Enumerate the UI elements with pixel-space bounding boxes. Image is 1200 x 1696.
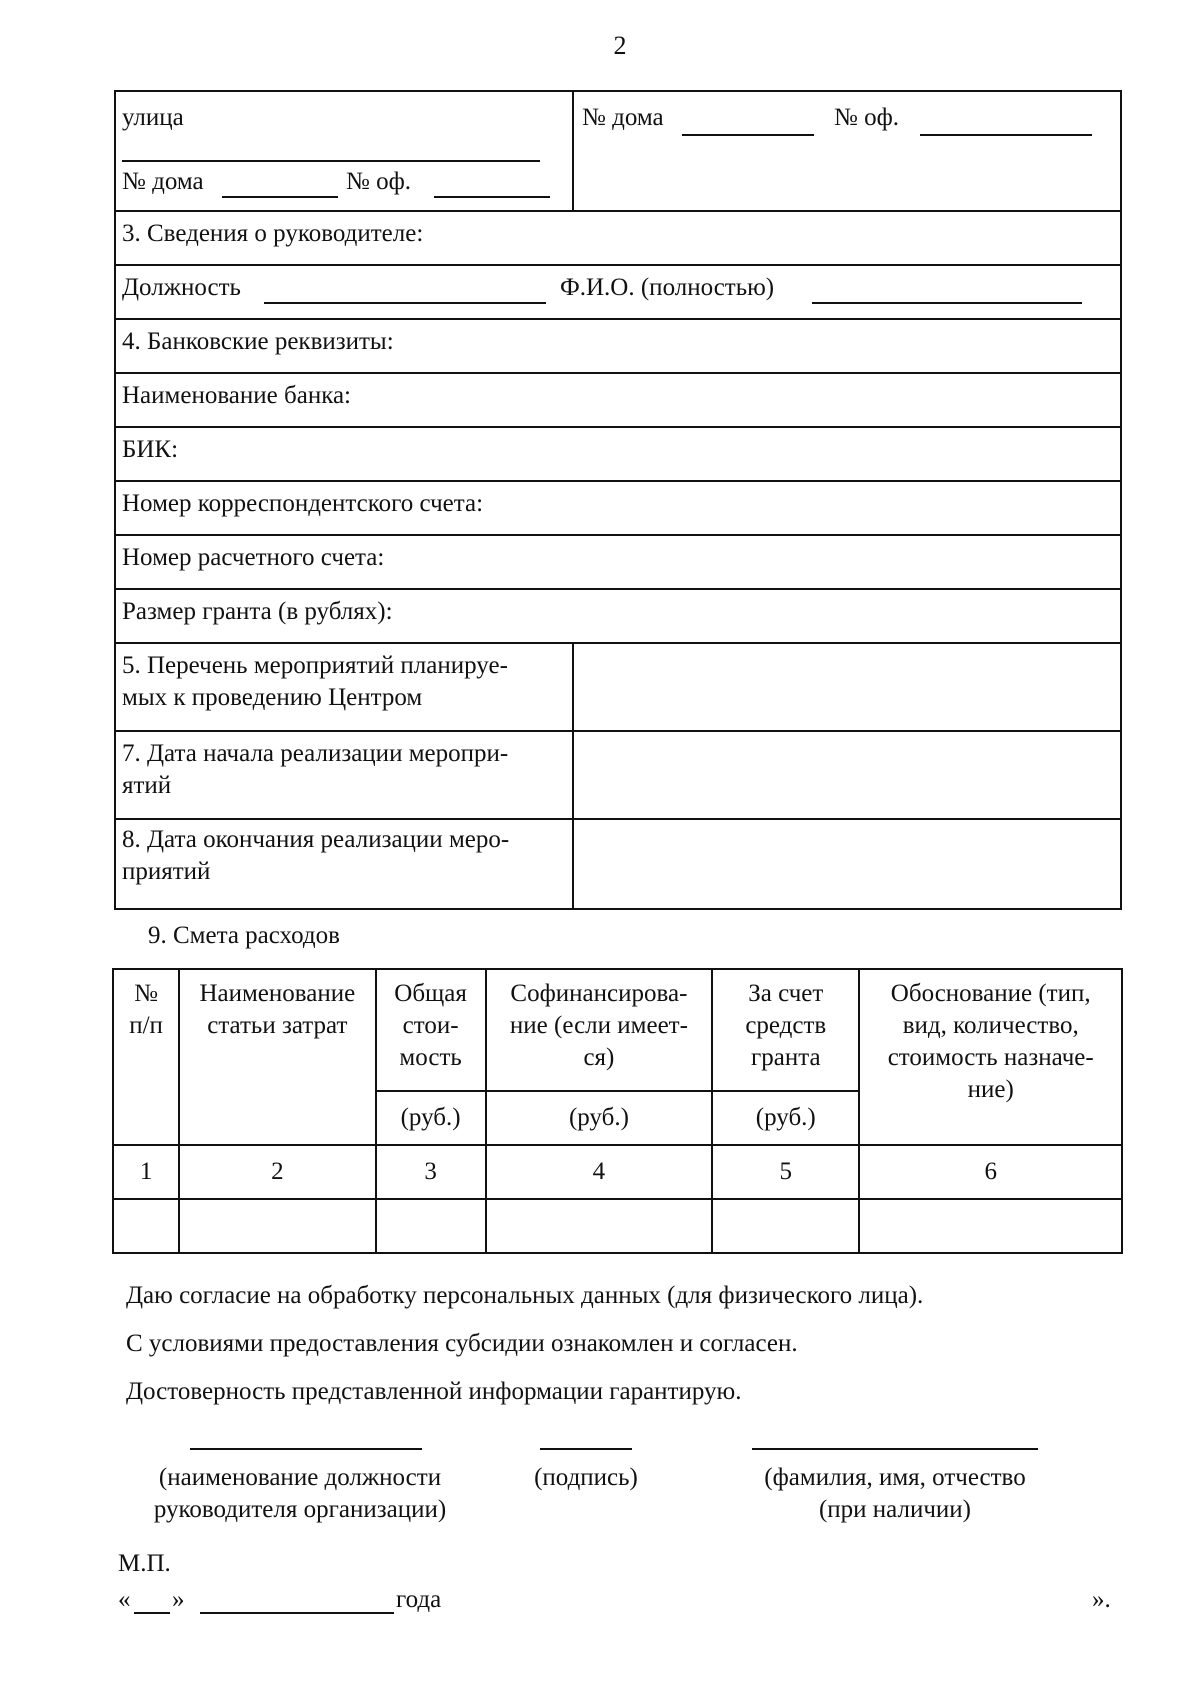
events-list-line2: мых к проведению Центром xyxy=(122,684,423,711)
row-divider xyxy=(116,480,1120,482)
events-list-line1: 5. Перечень мероприятий планируе- xyxy=(122,652,508,679)
row-divider xyxy=(116,372,1120,374)
position-signature-line[interactable] xyxy=(190,1448,422,1450)
address-divider xyxy=(572,92,574,210)
empty-cell[interactable] xyxy=(712,1199,859,1253)
position-label: Должность xyxy=(122,274,241,301)
column-number: 6 xyxy=(859,1145,1122,1199)
fio-label: Ф.И.О. (полностью) xyxy=(560,274,775,301)
events-divider xyxy=(572,642,574,910)
column-number: 2 xyxy=(179,1145,375,1199)
row-divider xyxy=(116,210,1120,212)
day-field[interactable] xyxy=(134,1612,170,1614)
column-number: 3 xyxy=(376,1145,486,1199)
street-label: улица xyxy=(122,104,184,131)
name-caption: (фамилия, имя, отчество (при наличии) xyxy=(764,1464,1026,1523)
name-signature-line[interactable] xyxy=(752,1448,1038,1450)
house-field-left[interactable] xyxy=(222,196,338,198)
row-divider xyxy=(116,818,1120,820)
row-divider xyxy=(116,730,1120,732)
grant-size-label: Размер гранта (в рублях): xyxy=(122,598,393,625)
row-divider xyxy=(116,642,1120,644)
signature-line[interactable] xyxy=(540,1448,632,1450)
reliability-statement: Достоверность представленной информации гарантирую. xyxy=(126,1378,742,1405)
row-divider xyxy=(116,426,1120,428)
month-field[interactable] xyxy=(200,1612,394,1614)
stamp-place: М.П. xyxy=(118,1550,171,1577)
year-word: года xyxy=(396,1586,442,1613)
date-quote-close: » xyxy=(172,1586,185,1613)
empty-cell[interactable] xyxy=(113,1199,179,1253)
unit-grant: (руб.) xyxy=(712,1091,859,1145)
header-number: № п/п xyxy=(113,969,179,1145)
office-label-left: № оф. xyxy=(346,168,412,195)
estimate-title: 9. Смета расходов xyxy=(148,922,340,949)
date-quote-open: « xyxy=(118,1586,131,1613)
fio-field[interactable] xyxy=(812,302,1082,304)
row-divider xyxy=(116,264,1120,266)
end-date-line2: приятий xyxy=(122,858,211,885)
estimate-table xyxy=(112,968,1123,1254)
end-date-line1: 8. Дата окончания реализации меро- xyxy=(122,826,510,853)
corr-account-label: Номер корреспондентского счета: xyxy=(122,490,484,517)
page-number: 2 xyxy=(613,31,627,60)
unit-cofinancing: (руб.) xyxy=(486,1091,712,1145)
empty-cell[interactable] xyxy=(179,1199,375,1253)
consent-statement: Даю согласие на обработку персональных данных (для физического лица). xyxy=(126,1282,924,1309)
office-field-right[interactable] xyxy=(920,134,1092,136)
head-section-title: 3. Сведения о руководителе: xyxy=(122,220,424,247)
position-caption: (наименование должности руководителя организации) xyxy=(153,1464,447,1523)
settlement-account-label: Номер расчетного счета: xyxy=(122,544,385,571)
empty-cell[interactable] xyxy=(859,1199,1122,1253)
start-date-line2: ятий xyxy=(122,772,172,799)
bank-name-label: Наименование банка: xyxy=(122,382,352,409)
applicant-form xyxy=(114,90,1122,910)
column-number: 5 xyxy=(712,1145,859,1199)
unit-total: (руб.) xyxy=(376,1091,486,1145)
empty-cell[interactable] xyxy=(486,1199,712,1253)
position-field[interactable] xyxy=(264,302,546,304)
row-divider xyxy=(116,534,1120,536)
house-label-left: № дома xyxy=(122,168,204,195)
row-divider xyxy=(116,588,1120,590)
column-number: 4 xyxy=(486,1145,712,1199)
row-divider xyxy=(116,318,1120,320)
start-date-line1: 7. Дата начала реализации меропри- xyxy=(122,740,509,767)
header-cofinancing: Софинансирова- ние (если имеет- ся) xyxy=(486,969,712,1091)
bank-section-title: 4. Банковские реквизиты: xyxy=(122,328,394,355)
header-item-name: Наименование статьи затрат xyxy=(179,969,375,1145)
signature-caption: (подпись) xyxy=(534,1464,638,1491)
empty-cell[interactable] xyxy=(376,1199,486,1253)
office-field-left[interactable] xyxy=(434,196,550,198)
header-total-cost: Общая стои- мость xyxy=(376,969,486,1091)
house-label-right: № дома xyxy=(582,104,664,131)
house-field-right[interactable] xyxy=(682,134,814,136)
end-mark: ». xyxy=(1092,1586,1111,1613)
column-number: 1 xyxy=(113,1145,179,1199)
street-field[interactable] xyxy=(122,160,540,162)
bik-label: БИК: xyxy=(122,436,179,463)
conditions-statement: С условиями предоставления субсидии ознакомлен и согласен. xyxy=(126,1330,798,1357)
header-justification: Обоснование (тип, вид, количество, стоимость назначе- ние) xyxy=(859,969,1122,1145)
office-label-right: № оф. xyxy=(834,104,900,131)
header-grant-funds: За счет средств гранта xyxy=(712,969,859,1091)
